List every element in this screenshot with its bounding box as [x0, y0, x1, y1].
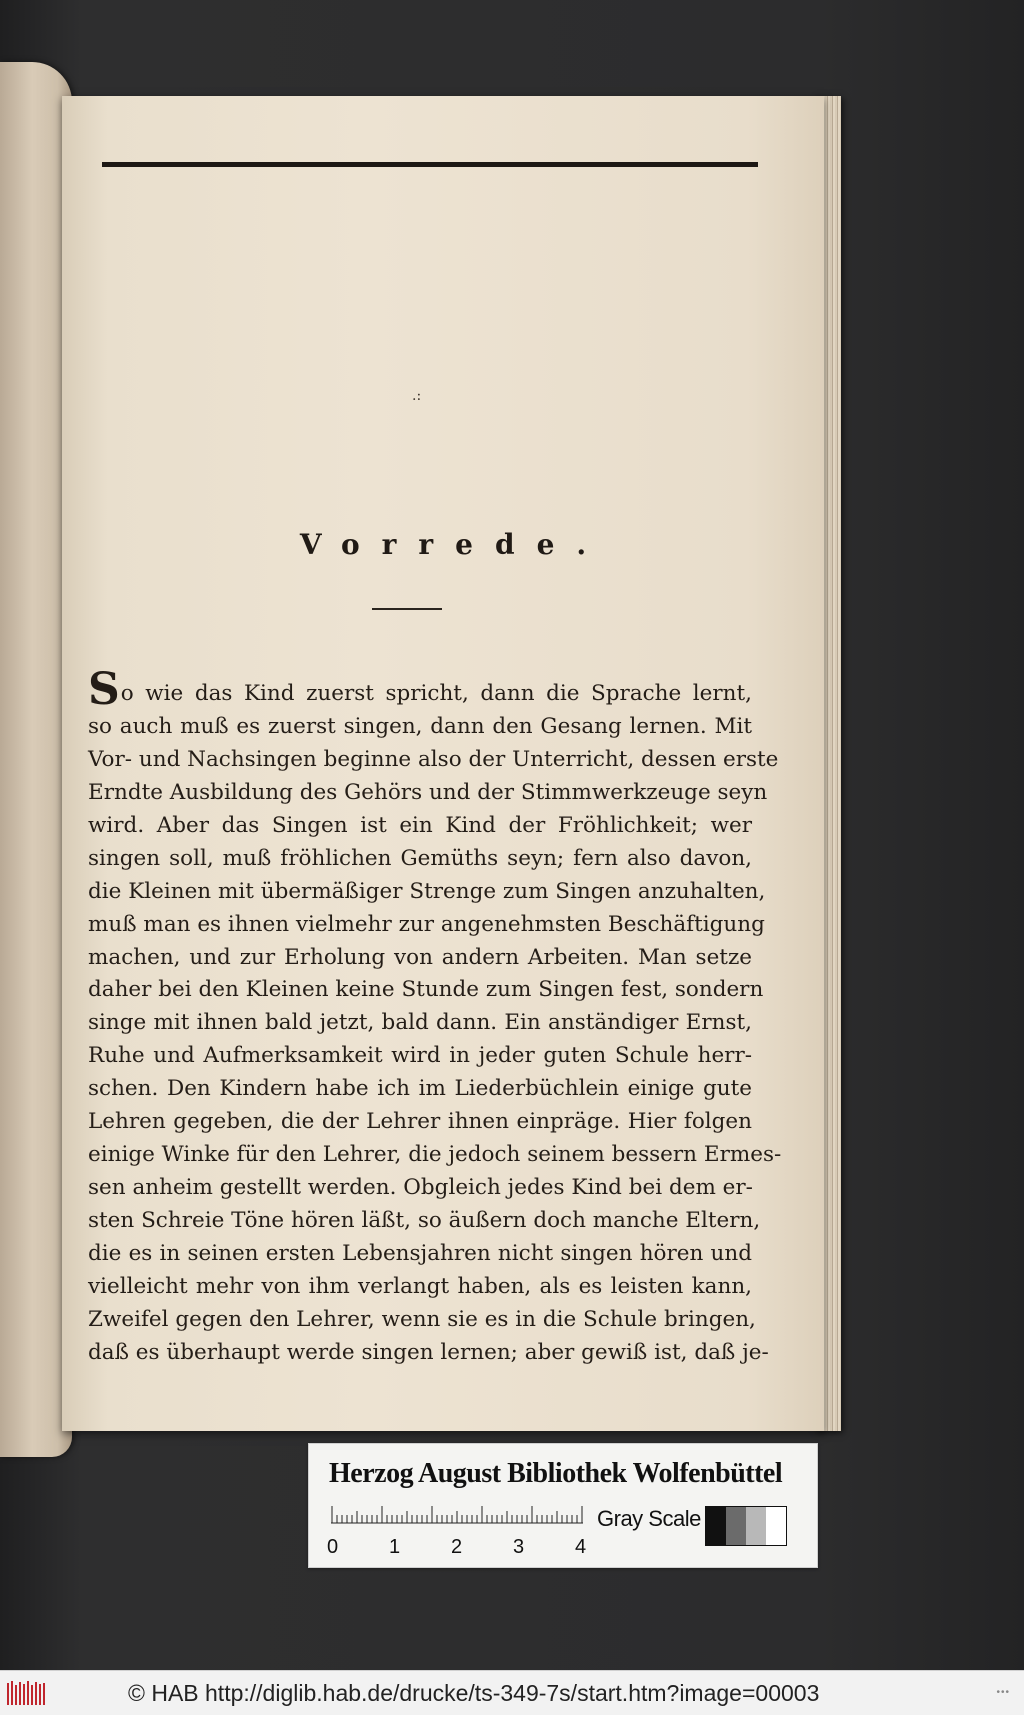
book-page — [62, 96, 824, 1431]
text-line: vielleicht mehr von ihm verlangt haben, als es leisten kann, — [88, 1273, 752, 1299]
library-label-card — [308, 1443, 818, 1568]
text-line: Vor- und Nachsingen beginne also der Unterricht, dessen erste — [88, 746, 779, 772]
footer-dots: ••• — [996, 1687, 1010, 1698]
gray-scale-label: Gray Scale — [597, 1506, 701, 1531]
text-line: machen, und zur Erholung von andern Arbeiten. Man setze — [88, 944, 752, 970]
ruler-number: 3 — [513, 1536, 525, 1558]
text-line: Erndte Ausbildung des Gehörs und der Stimmwerkzeuge seyn — [88, 779, 768, 805]
hab-logo-icon — [6, 1679, 46, 1707]
text-line: singe mit ihnen bald jetzt, bald dann. Ein anständiger Ernst, — [88, 1010, 752, 1036]
text-line: die Kleinen mit übermäßiger Strenge zum Singen anzuhalten, — [88, 878, 766, 904]
body-text — [88, 664, 782, 1370]
copyright-url: © HAB http://diglib.hab.de/drucke/ts-349-7s/start.htm?image=00003 — [128, 1680, 820, 1706]
gray-scale-swatches — [705, 1506, 787, 1546]
text-line: daher bei den Kleinen keine Stunde zum Singen fest, sondern — [88, 977, 764, 1003]
ornament: .: — [412, 388, 422, 404]
text-line — [88, 664, 752, 715]
text-line: muß man es ihnen vielmehr zur angenehmsten Beschäftigung — [88, 911, 765, 937]
ruler-number: 2 — [451, 1536, 463, 1558]
footer-bar — [0, 1670, 1024, 1715]
top-rule — [102, 162, 758, 167]
gray-swatch — [706, 1507, 726, 1545]
text-line: daß es überhaupt werde singen lernen; aber gewiß ist, daß je- — [88, 1339, 769, 1365]
text-line: wird. Aber das Singen ist ein Kind der Fröhlichkeit; wer — [88, 812, 752, 838]
ruler-number: 1 — [389, 1536, 401, 1558]
text-line: Lehren gegeben, die der Lehrer ihnen einpräge. Hier folgen — [88, 1109, 752, 1135]
text-line: so auch muß es zuerst singen, dann den Gesang lernen. Mit — [88, 713, 752, 739]
gray-swatch — [746, 1507, 766, 1545]
text-line: schen. Den Kindern habe ich im Liederbüchlein einige gute — [88, 1076, 752, 1102]
text-line: sen anheim gestellt werden. Obgleich jedes Kind bei dem er- — [88, 1175, 753, 1201]
ruler-number: 0 — [327, 1536, 339, 1558]
text-line: einige Winke für den Lehrer, die jedoch seinem bessern Ermes- — [88, 1142, 782, 1168]
text-line-content: o wie das Kind zuerst spricht, dann die Sprache lernt, — [120, 681, 752, 706]
text-line: sten Schreie Töne hören läßt, so äußern doch manche Eltern, — [88, 1208, 761, 1233]
drop-cap: S — [88, 664, 120, 715]
library-title: Herzog August Bibliothek Wolfenbüttel — [329, 1458, 783, 1489]
heading-rule — [372, 608, 442, 610]
text-line: Ruhe und Aufmerksamkeit wird in jeder guten Schule herr- — [88, 1043, 752, 1069]
page-heading: Vorrede. — [299, 528, 609, 561]
text-line: die es in seinen ersten Lebensjahren nicht singen hören und — [88, 1240, 752, 1266]
text-line: Zweifel gegen den Lehrer, wenn sie es in die Schule bringen, — [88, 1306, 756, 1332]
gray-swatch — [766, 1507, 786, 1545]
ruler-scale — [331, 1506, 583, 1524]
gray-swatch — [726, 1507, 746, 1545]
ruler-number: 4 — [575, 1536, 587, 1558]
text-line: singen soll, muß fröhlichen Gemüths seyn; fern also davon, — [88, 845, 752, 871]
